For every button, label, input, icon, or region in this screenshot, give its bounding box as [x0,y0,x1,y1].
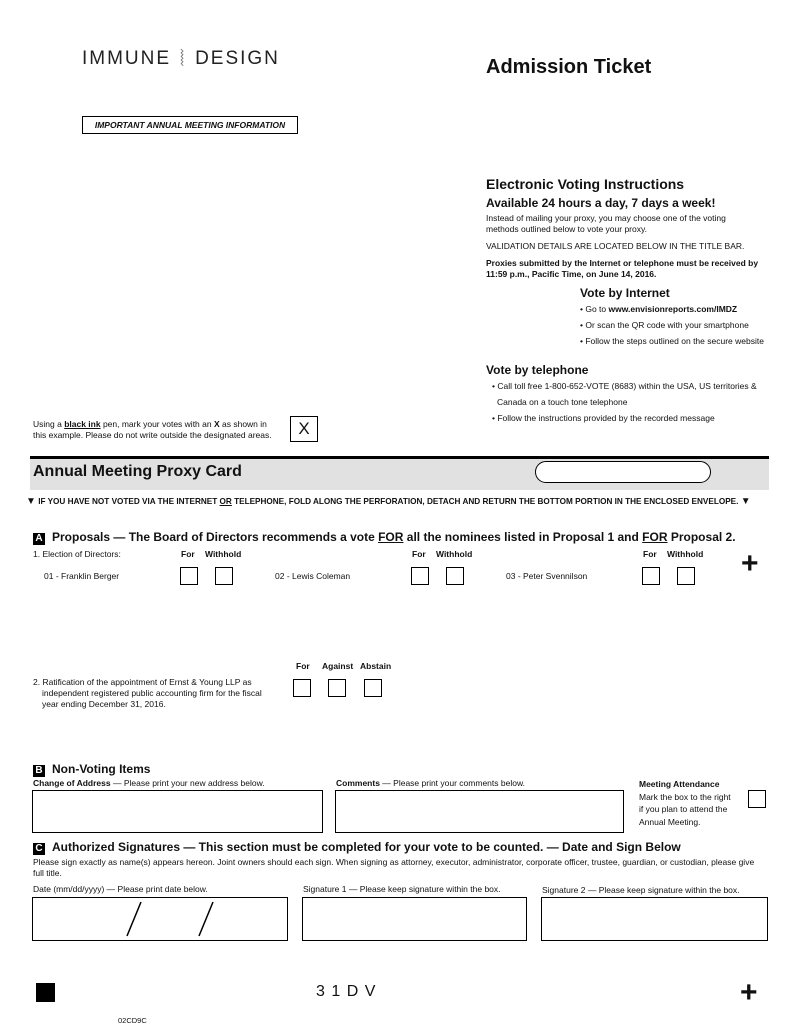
proposal-1-label: 1. Election of Directors: [33,549,121,559]
internet-title: Vote by Internet [580,286,670,300]
date-field[interactable] [32,897,288,941]
voting-url-link[interactable]: www.envisionreports.com/IMDZ [608,304,738,314]
registration-plus-mark: + [741,547,759,580]
change-of-address-label: Change of Address — Please print your new address below. [33,778,265,788]
signature-note: Please sign exactly as name(s) appears hereon. Joint owners should each sign. When signing as attorney, executor, administrator, corporate officer, trustee, guardian, or custodian, please give full title. [33,857,755,878]
form-id: 02CD9C [118,1016,147,1025]
section-letter: B [33,765,45,777]
telephone-step-1-cont: Canada on a touch tone telephone [497,397,628,407]
col-for: For [181,549,195,559]
comments-label: Comments — Please print your comments below. [336,778,525,788]
telephone-title: Vote by telephone [486,363,589,377]
nominee-label: 02 - Lewis Coleman [275,571,351,581]
nominee-label: 01 - Franklin Berger [44,571,120,581]
date-separators [33,898,287,940]
validation-note: VALIDATION DETAILS ARE LOCATED BELOW IN THE TITLE BAR. [486,241,745,251]
signature-1-label: Signature 1 — Please keep signature within the box. [303,884,501,894]
nominee-3-for-checkbox[interactable] [642,567,660,585]
meeting-attendance-checkbox[interactable] [748,790,766,808]
section-letter: A [33,533,45,545]
col-for: For [296,661,310,671]
col-withhold: Withhold [436,549,473,559]
nominee-1-withhold-checkbox[interactable] [215,567,233,585]
nominee-2-withhold-checkbox[interactable] [446,567,464,585]
meeting-attendance-text: Meeting Attendance Mark the box to the right if you plan to attend the Annual Meeting. [639,779,731,827]
company-logo [82,46,280,72]
section-b-title: B Non-Voting Items [33,762,150,777]
proxy-card-title: Annual Meeting Proxy Card [33,463,242,480]
internet-step-3: • Follow the steps outlined on the secure website [580,336,764,346]
section-letter: C [33,843,45,855]
nominee-2-for-checkbox[interactable] [411,567,429,585]
form-code: 3 1 D V [316,983,377,1000]
signature-1-field[interactable] [302,897,527,941]
registration-plus-mark: + [740,976,758,1009]
validation-oval [535,461,711,483]
telephone-step-2: • Follow the instructions provided by the recorded message [492,413,715,423]
signature-2-label: Signature 2 — Please keep signature within the box. [542,885,740,895]
triangle-down-icon: ▼ [740,496,751,507]
col-for: For [412,549,426,559]
col-for: For [643,549,657,559]
comments-field[interactable] [335,790,624,833]
date-label: Date (mm/dd/yyyy) — Please print date below. [33,884,208,894]
col-withhold: Withhold [667,549,704,559]
proposal-2-for-checkbox[interactable] [293,679,311,697]
logo-text-right: DESIGN [195,48,280,69]
internet-step-2: • Or scan the QR code with your smartphone [580,320,749,330]
section-c-title: C Authorized Signatures — This section must be completed for your vote to be counted. — Date and Sign Below [33,840,681,855]
important-info-box: IMPORTANT ANNUAL MEETING INFORMATION [82,116,298,134]
telephone-steps [492,378,757,426]
date-slash-1 [127,902,141,936]
deadline-note: Proxies submitted by the Internet or telephone must be received by 11:59 p.m., Pacific Time, on June 14, 2016. [486,258,759,279]
col-withhold: Withhold [205,549,242,559]
registration-square-mark [36,983,55,1002]
col-against: Against [322,661,354,671]
date-slash-2 [199,902,213,936]
internet-step-1: • Go to www.envisionreports.com/IMDZ [580,304,738,314]
voting-availability: Available 24 hours a day, 7 days a week! [486,196,716,210]
logo-text-left: IMMUNE [82,48,172,69]
admission-ticket-title: Admission Ticket [486,56,652,78]
nominee-1-for-checkbox[interactable] [180,567,198,585]
triangle-down-icon: ▼ [26,496,36,507]
nominee-label: 03 - Peter Svennilson [506,571,588,581]
section-a-title: A Proposals — The Board of Directors recommends a vote FOR all the nominees listed in Proposal 1 and FOR Proposal 2. [33,530,736,545]
proposal-2-label: 2. Ratification of the appointment of Ernst & Young LLP as independent registered public accounting firm for the fiscal year ending December 31, 2016. [33,677,262,709]
telephone-step-1: • Call toll free 1-800-652-VOTE (8683) within the USA, US territories & [492,381,757,391]
example-mark-box: X [290,416,318,442]
marking-instructions: Using a black ink pen, mark your votes with an X as shown in this example. Please do not write outside the designated areas. [33,419,272,440]
signature-2-field[interactable] [541,897,768,941]
voting-intro: Instead of mailing your proxy, you may choose one of the voting methods outlined below to vote your proxy. [486,213,726,234]
internet-steps [580,301,764,349]
col-abstain: Abstain [360,661,392,671]
voting-title: Electronic Voting Instructions [486,176,685,192]
proposal-2-against-checkbox[interactable] [328,679,346,697]
change-of-address-field[interactable] [32,790,323,833]
nominee-3-withhold-checkbox[interactable] [677,567,695,585]
fold-instructions: ▼ IF YOU HAVE NOT VOTED VIA THE INTERNET OR TELEPHONE, FOLD ALONG THE PERFORATION, DETACH AND RETURN THE BOTTOM PORTION IN THE ENCLOSED ENVELOPE. ▼ [26,496,751,507]
proposal-2-abstain-checkbox[interactable] [364,679,382,697]
logo-mark-icon: ⦚ [179,46,187,71]
